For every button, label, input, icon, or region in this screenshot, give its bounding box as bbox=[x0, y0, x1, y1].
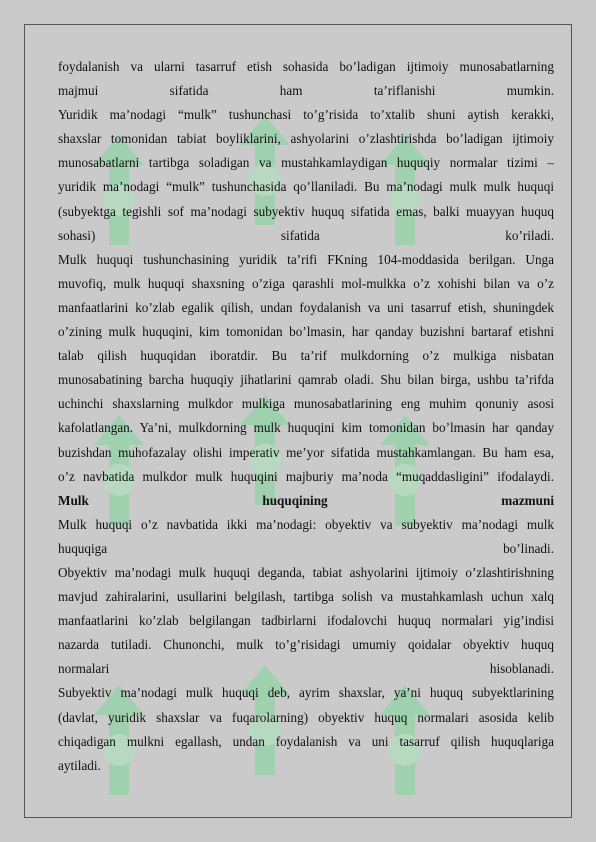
text-line: uchinchi shaxslarning mulkdor mulkiga munosabatlarining eng muhim qonuniy asosi bbox=[58, 396, 554, 412]
text-line: mavjud zahiralarini, usullarini belgilash, tartibga solish va mustahkamlash uchun xalq bbox=[58, 589, 554, 605]
text-line: muvofiq, mulk huquqi shaxsning o’ziga qarashli mol-mulkka o’z xohishi bilan va o’z bbox=[58, 275, 554, 291]
text-line: chiqadigan mulkni egallash, undan foydalanish va uni tasarruf qilish huquqlariga bbox=[58, 733, 554, 749]
text-line: aytiladi. bbox=[58, 757, 101, 773]
document-body bbox=[58, 55, 554, 778]
text-line: majmui sifatida ham ta’riflanishi mumkin. bbox=[58, 83, 554, 99]
text-line: nazarda tutiladi. Chunonchi, mulk to’g’risidagi umumiy qoidalar obyektiv huquq bbox=[58, 637, 554, 653]
section-heading: Mulk huquqining mazmuni bbox=[58, 492, 554, 508]
text-line: Obyektiv ma’nodagi mulk huquqi deganda, tabiat ashyolarini ijtimoiy o’zlashtirishning bbox=[58, 564, 554, 580]
text-line: sohasi) sifatida ko’riladi. bbox=[58, 227, 554, 243]
text-line: o’zining mulk huquqini, kim tomonidan bo’lmasin, har qanday buzishni bartaraf etishni bbox=[58, 324, 554, 340]
text-line: normalari hisoblanadi. bbox=[58, 661, 554, 677]
text-line: foydalanish va ularni tasarruf etish sohasida bo’ladigan ijtimoiy munosabatlarning bbox=[58, 59, 554, 74]
text-line: o’z navbatida mulkdor mulk huquqini majburiy ma’noda “muqaddasligini” ifodalaydi. bbox=[58, 468, 554, 484]
text-line: Mulk huquqi tushunchasining yuridik ta’rifi FKning 104-moddasida berilgan. Unga bbox=[58, 251, 554, 267]
text-line: (subyektga tegishli sof ma’nodagi subyektiv huquq sifatida emas, balki muayyan huquq bbox=[58, 203, 554, 219]
text-line: Yuridik ma’nodagi “mulk” tushunchasi to’g’risida to’xtalib shuni aytish kerakki, bbox=[58, 107, 554, 123]
text-line: yuridik ma’nodagi “mulk” tushunchasida qo’llaniladi. Bu ma’nodagi mulk mulk huquqi bbox=[58, 179, 554, 195]
text-line: kafolatlangan. Ya’ni, mulkdorning mulk huquqini kim tomonidan bo’lmasin har qanday bbox=[58, 420, 554, 436]
text-line: shaxslar tomonidan tabiat boyliklarini, ashyolarini o’zlashtirishda bo’ladigan ijtimoiy bbox=[58, 131, 554, 147]
text-line: manfaatlarini ko’zlab egalik qilish, undan foydalanish va uni tasarruf etish, shuningdek bbox=[58, 299, 554, 315]
text-line: munosabatlarni tartibga soladigan va mustahkamlaydigan huquqiy normalar tizimi – bbox=[58, 155, 554, 171]
text-line: manfaatlarini ko’zlab belgilangan tadbirlarni ifodalovchi huquq normalari yig’indisi bbox=[58, 613, 554, 629]
text-line: buzishdan muhofazalay olishi imperativ me’yor sifatida mustahkamlangan. Bu ham esa, bbox=[58, 444, 554, 460]
text-line: Subyektiv ma’nodagi mulk huquqi deb, ayrim shaxslar, ya’ni huquq subyektlarining bbox=[58, 685, 554, 701]
text-line: huquqiga bo’linadi. bbox=[58, 540, 554, 556]
text-line: Mulk huquqi o’z navbatida ikki ma’nodagi: obyektiv va subyektiv ma’nodagi mulk bbox=[58, 516, 554, 532]
text-line: (davlat, yuridik shaxslar va fuqarolarning) obyektiv huquq normalari asosida kelib bbox=[58, 709, 554, 725]
text-line: munosabatining barcha huquqiy jihatlarini qamrab oladi. Shu bilan birga, ushbu ta’rifda bbox=[58, 372, 554, 388]
text-line: talab qilish huquqidan iboratdir. Bu ta’rif mulkdorning o’z mulkiga nisbatan bbox=[58, 348, 554, 364]
